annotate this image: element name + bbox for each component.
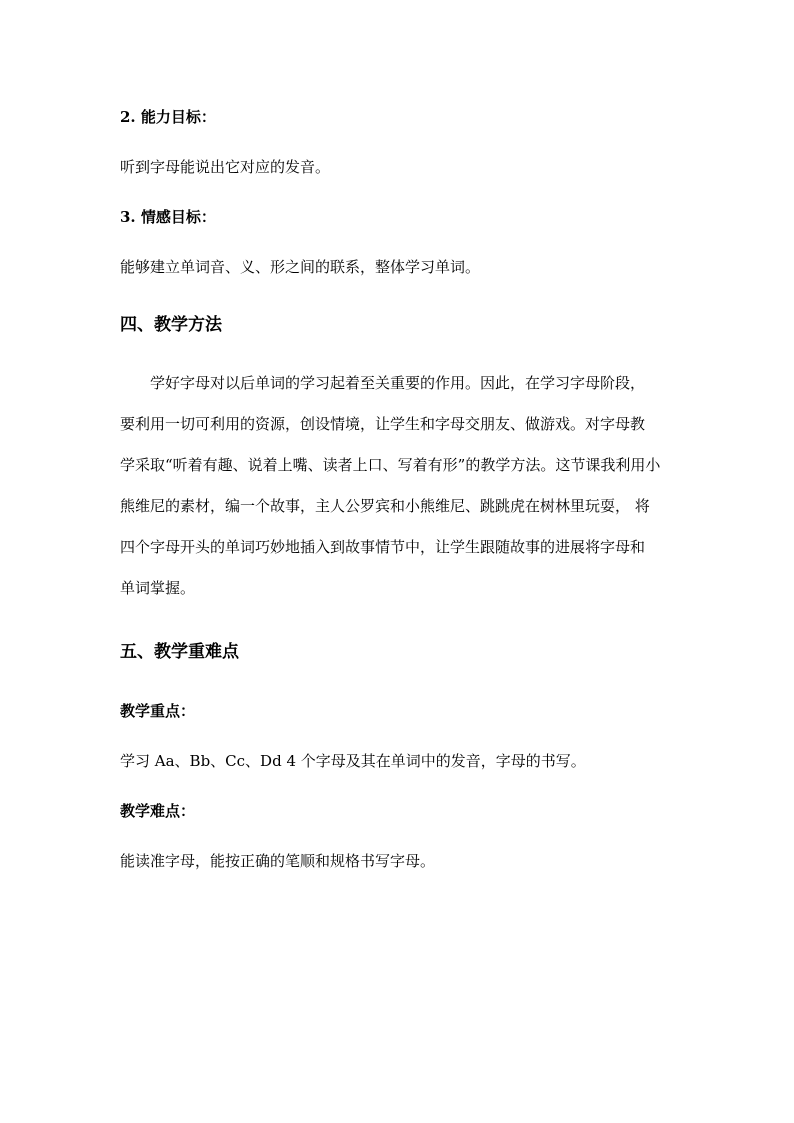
emotion-goal-heading: 3. 情感目标： [120, 208, 216, 226]
paragraph-line: 四个字母开头的单词巧妙地插入到故事情节中，让学生跟随故事的进展将字母和 [120, 538, 646, 556]
paragraph-line: 学好字母对以后单词的学习起着至关重要的作用。因此，在学习字母阶段， [150, 374, 646, 392]
key-difficult-points-heading: 五、教学重难点 [120, 642, 239, 662]
paragraph-line: 要利用一切可利用的资源，创设情境，让学生和字母交朋友、做游戏。对字母教 [120, 415, 646, 433]
key-point-text: 学习 Aa、Bb、Cc、Dd 4 个字母及其在单词中的发音，字母的书写。 [120, 752, 586, 770]
key-point-heading: 教学重点： [120, 702, 196, 720]
difficult-point-heading: 教学难点： [120, 802, 196, 820]
paragraph-line: 单词掌握。 [120, 579, 196, 597]
ability-goal-heading: 2. 能力目标： [120, 108, 216, 126]
paragraph-line: 熊维尼的素材，编一个故事，主人公罗宾和小熊维尼、跳跳虎在树林里玩耍， 将 [120, 497, 650, 515]
difficult-point-text: 能读准字母，能按正确的笔顺和规格书写字母。 [120, 852, 436, 870]
emotion-goal-text: 能够建立单词音、义、形之间的联系，整体学习单词。 [120, 258, 481, 276]
teaching-method-heading: 四、教学方法 [120, 315, 222, 335]
ability-goal-text: 听到字母能说出它对应的发音。 [120, 158, 331, 176]
paragraph-line: 学采取“听着有趣、说着上嘴、读者上口、写着有形”的教学方法。这节课我利用小 [120, 456, 661, 474]
